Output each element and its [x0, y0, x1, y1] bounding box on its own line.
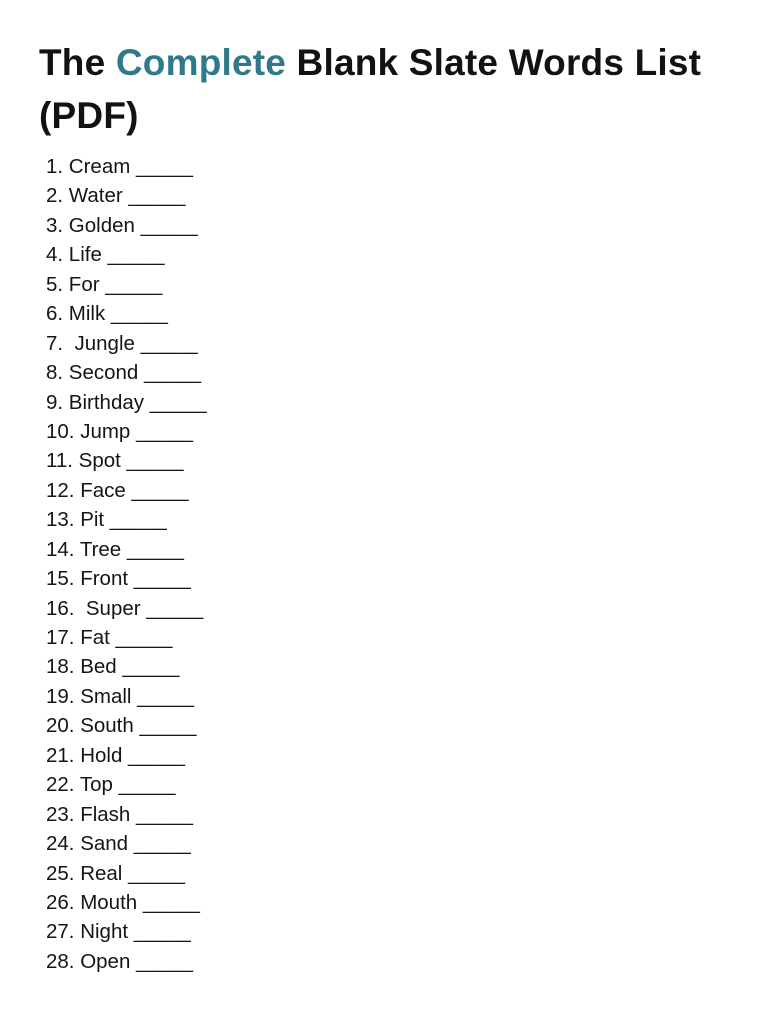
list-item: 25. Real _____	[46, 861, 186, 885]
list-item: 14. Tree _____	[46, 537, 184, 561]
list-item: 1. Cream _____	[46, 155, 194, 178]
list-item: 21. Hold _____	[46, 743, 186, 767]
list-item: 15. Front _____	[46, 567, 191, 591]
list-item: 12. Face _____	[46, 478, 189, 502]
list-item: 3. Golden _____	[46, 213, 198, 237]
list-item: 27. Night _____	[46, 920, 191, 944]
list-item: 9. Birthday _____	[46, 390, 207, 414]
list-item: 13. Pit _____	[46, 508, 167, 532]
list-item: 6. Milk _____	[46, 302, 168, 326]
title-accent-word: Complete	[115, 42, 287, 83]
title-part-1: The	[39, 42, 116, 83]
list-item: 18. Bed _____	[46, 655, 180, 679]
list-item: 24. Sand _____	[46, 832, 191, 856]
list-item: 2. Water _____	[46, 184, 186, 208]
title-part-2: Blank Slate Words List (PDF)	[39, 42, 702, 136]
word-list	[46, 152, 207, 976]
list-item: 5. For _____	[46, 272, 163, 296]
list-item: 4. Life _____	[46, 243, 165, 267]
list-item: 26. Mouth _____	[46, 890, 200, 914]
list-item: 16. Super _____	[46, 596, 204, 620]
list-item: 7. Jungle _____	[46, 331, 198, 355]
list-item: 17. Fat _____	[46, 626, 173, 649]
list-item: 8. Second _____	[46, 361, 202, 385]
list-item: 22. Top _____	[46, 773, 176, 797]
list-item: 11. Spot _____	[46, 449, 184, 473]
list-item: 20. South _____	[46, 714, 197, 738]
list-item: 23. Flash _____	[46, 802, 194, 826]
list-item: 19. Small _____	[46, 684, 195, 708]
list-item: 10. Jump _____	[46, 419, 194, 443]
list-item: 28. Open _____	[46, 949, 194, 973]
page-title	[39, 36, 739, 142]
